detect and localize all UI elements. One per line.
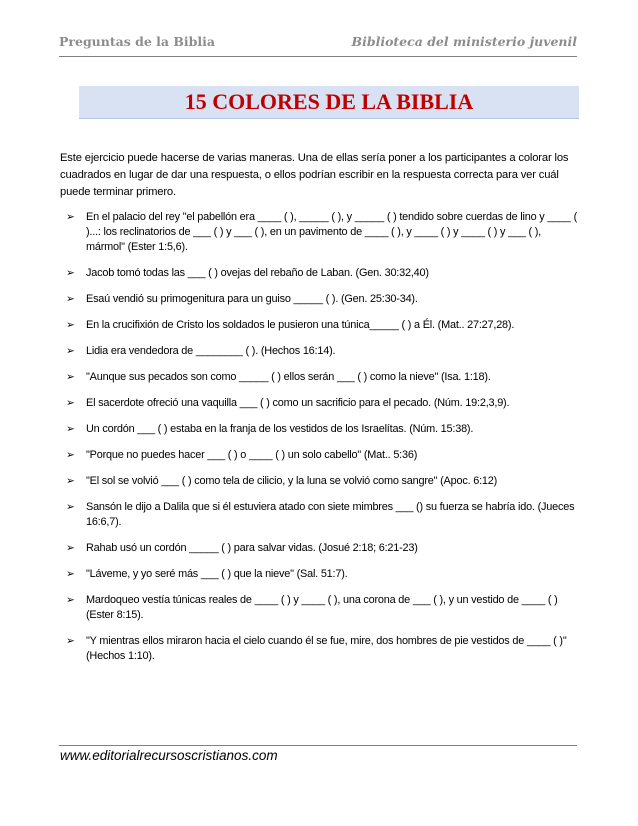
footer-url[interactable]: www.editorialrecursoscristianos.com [60, 748, 278, 763]
item-text: "Láveme, y yo seré más ___ ( ) que la nieve" (Sal. 51:7). [86, 568, 348, 580]
arrow-bullet-icon: ➢ [66, 293, 75, 305]
arrow-bullet-icon: ➢ [66, 319, 75, 331]
arrow-bullet-icon: ➢ [66, 397, 75, 409]
arrow-bullet-icon: ➢ [66, 211, 75, 223]
item-text: Sansón le dijo a Dalila que si él estuviera atado con siete mimbres ___ () su fuerza se habría ido. (Jueces 16:6,7). [86, 501, 575, 528]
title-banner [79, 86, 579, 119]
arrow-bullet-icon: ➢ [66, 449, 75, 461]
header-right-title: Biblioteca del ministerio juvenil [351, 34, 577, 49]
page-header [59, 30, 577, 57]
list-item [60, 266, 580, 281]
item-text: "Aunque sus pecados son como _____ ( ) ellos serán ___ ( ) como la nieve" (Isa. 1:18). [86, 371, 491, 383]
list-item [60, 318, 580, 333]
arrow-bullet-icon: ➢ [66, 267, 75, 279]
item-text: "El sol se volvió ___ ( ) como tela de cilicio, y la luna se volvió como sangre" (Apoc. 6:12) [86, 475, 498, 487]
item-text: Esaú vendió su primogenitura para un guiso _____ ( ). (Gen. 25:30-34). [86, 293, 418, 305]
item-text: Mardoqueo vestía túnicas reales de ____ ( ) y ____ ( ), una corona de ___ ( ), y un vestido de ____ ( ) (Ester 8:15). [86, 594, 558, 621]
intro-paragraph: Este ejercicio puede hacerse de varias maneras. Una de ellas sería poner a los participantes a colorar los cuadrados en lugar de dar una respuesta, o ellos podrían escribir en la respuesta correcta para ver cuál puede terminar primero. [60, 152, 569, 198]
list-item [60, 593, 580, 623]
page-title: 15 COLORES DE LA BIBLIA [184, 89, 474, 114]
item-text: El sacerdote ofreció una vaquilla ___ ( ) como un sacrificio para el pecado. (Núm. 19:2,3,9). [86, 397, 510, 409]
item-text: En la crucifixión de Cristo los soldados le pusieron una túnica_____ ( ) a Él. (Mat.. 27:27,28). [86, 319, 515, 331]
item-text: Lidia era vendedora de ________ ( ). (Hechos 16:14). [86, 345, 336, 357]
arrow-bullet-icon: ➢ [66, 501, 75, 513]
arrow-bullet-icon: ➢ [66, 594, 75, 606]
arrow-bullet-icon: ➢ [66, 475, 75, 487]
list-item [60, 210, 580, 255]
list-item [60, 370, 580, 385]
list-item [60, 422, 580, 437]
arrow-bullet-icon: ➢ [66, 568, 75, 580]
item-text: Un cordón ___ ( ) estaba en la franja de los vestidos de los Israelítas. (Núm. 15:38). [86, 423, 474, 435]
list-item [60, 500, 580, 530]
arrow-bullet-icon: ➢ [66, 345, 75, 357]
item-text: Rahab usó un cordón _____ ( ) para salvar vidas. (Josué 2:18; 6:21-23) [86, 542, 418, 554]
list-item [60, 396, 580, 411]
list-item [60, 344, 580, 359]
item-text: Jacob tomó todas las ___ ( ) ovejas del rebaño de Laban. (Gen. 30:32,40) [86, 267, 429, 279]
list-item [60, 567, 580, 582]
list-item [60, 474, 580, 489]
arrow-bullet-icon: ➢ [66, 542, 75, 554]
item-text: "Y mientras ellos miraron hacia el cielo cuando él se fue, mire, dos hombres de pie vestidos de ____ ( )" (Hechos 1:10). [86, 635, 567, 662]
arrow-bullet-icon: ➢ [66, 635, 75, 647]
header-left-title: Preguntas de la Biblia [59, 34, 216, 49]
item-text: En el palacio del rey "el pabellón era ____ ( ), _____ ( ), y _____ ( ) tendido sobre cuerdas de lino y ____ ( )...: los reclinatorios de ___ ( ) y ___ ( ), en un pavimento de ____ ( ), y ____ ( ) y ____ ( ) y ___ ( ), mármol" (Ester 1:5,6). [86, 211, 578, 253]
list-item [60, 292, 580, 307]
question-list [60, 210, 580, 675]
list-item [60, 541, 580, 556]
arrow-bullet-icon: ➢ [66, 423, 75, 435]
list-item [60, 448, 580, 463]
item-text: "Porque no puedes hacer ___ ( ) o ____ ( ) un solo cabello" (Mat.. 5:36) [86, 449, 418, 461]
footer-divider [59, 745, 577, 746]
arrow-bullet-icon: ➢ [66, 371, 75, 383]
list-item [60, 634, 580, 664]
